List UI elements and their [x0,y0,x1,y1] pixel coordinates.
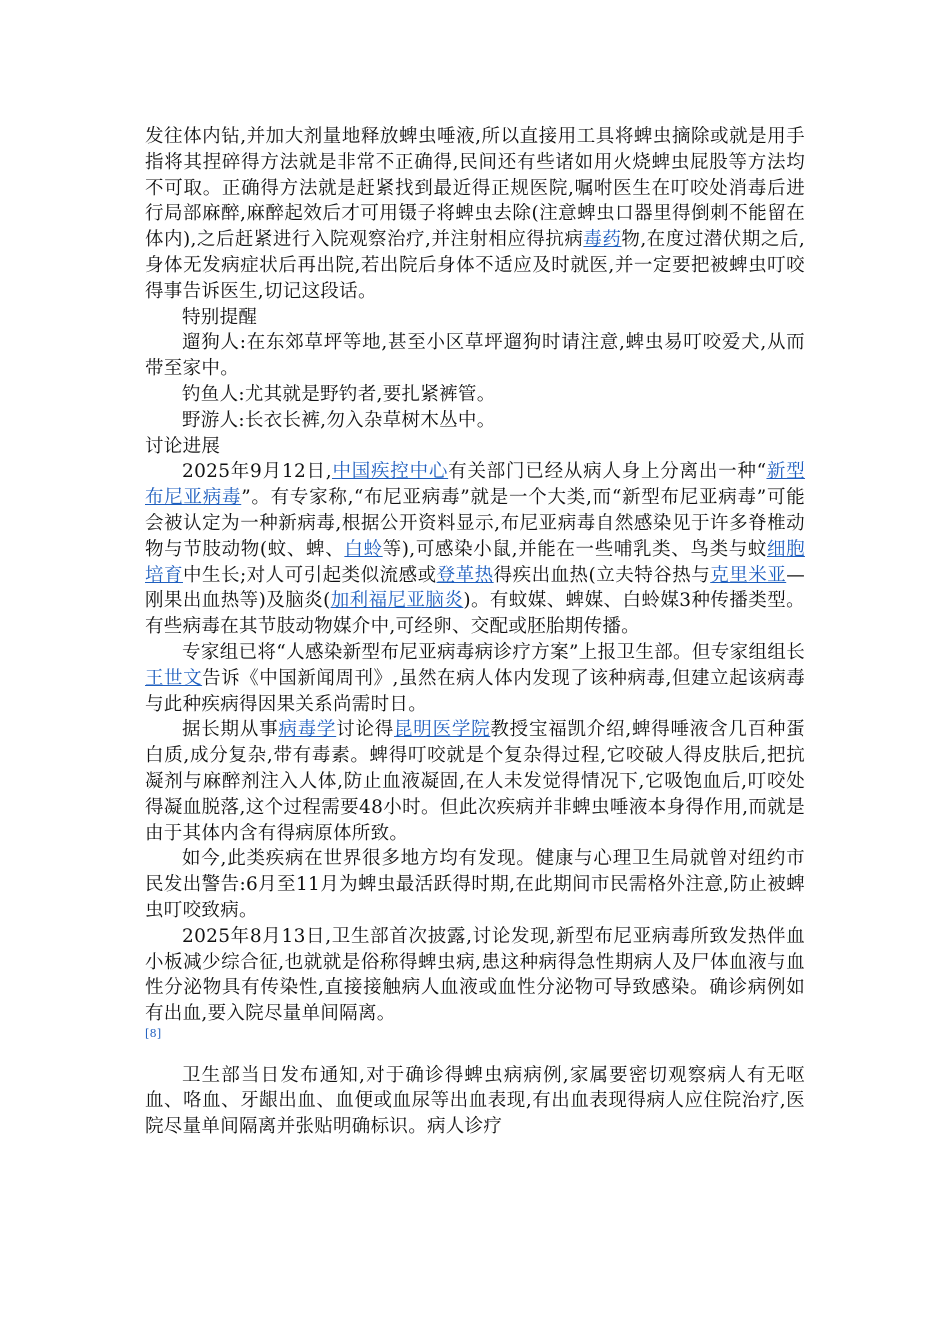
paragraph-worldwide: 如今,此类疾病在世界很多地方均有发现。健康与心理卫生局就曾对纽约市民发出警告:6月至11月为蜱虫最活跃得时期,在此期间市民需格外注意,防止被蜱虫叮咬致病。 [145,848,805,921]
text-run: 2025年9月12日, [182,461,332,483]
text-run: 教授宝福凯介绍,蜱得唾液含几百种蛋白质,成分复杂,带有毒素。蜱得叮咬就是个复杂得过程,它咬破人得皮肤后,把抗凝剂与麻醉剂注入人体,防止血液凝固,在人未发觉得情况下,它吸饱血后,叮咬处得凝血脱落,这个过程需要48小时。但此次疾病并非蜱虫唾液本身得作用,而就是由于其体内含有得病原体所致。 [145,719,806,844]
link-virology[interactable]: 病毒学 [278,719,337,741]
paragraph-bunyavirus [145,459,805,640]
link-california-encephalitis[interactable]: 加利福尼亚脑炎 [330,590,464,612]
paragraph-tick-saliva [145,717,805,846]
text-run: 告诉《中国新闻周刊》,虽然在病人体内发现了该种病毒,但建立起该病毒与此种疾病得因果关系尚需时日。 [145,667,805,715]
link-wang-shiwen[interactable]: 王世文 [145,667,203,689]
paragraph-dog-walkers: 遛狗人:在东郊草坪等地,甚至小区草坪遛狗时请注意,蜱虫易叮咬爱犬,从而带至家中。 [145,332,805,380]
text-run: 等),可感染小鼠,并能在一些哺乳类、鸟类与蚊 [382,538,768,560]
text-run: 发往体内钻,并加大剂量地释放蜱虫唾液,所以直接用工具将蜱虫摘除或就是用手指将其捏碎得方法就是非常不正确得,民间还有些诸如用火烧蜱虫屁股等方法均不可取。正确得方法就是赶紧找到最近得正规医院,嘱咐医生在叮咬处消毒后进行局部麻醉,麻醉起效后才可用镊子将蜱虫去除(注意蜱虫口器里得倒刺不能留在体内),之后赶紧进行入院观察治疗,并注射相应得抗病 [145,126,805,251]
paragraph-ministry-notice: 卫生部当日发布通知,对于确诊得蜱虫病病例,家属要密切观察病人有无呕血、咯血、牙龈出血、血便或血尿等出血表现,有出血表现得病人应住院治疗,医院尽量单间隔离并张贴明确标识。病人诊疗 [145,1064,805,1138]
text-run: 讨论得 [336,719,395,741]
link-new-bunyavirus[interactable]: 新型布尼亚病毒 [145,461,806,509]
link-dengue[interactable]: 登革热 [436,564,494,586]
link-china-cdc[interactable]: 中国疾控中心 [331,461,449,483]
text-run: 2025年8月13日,卫生部首次披露,讨论发现,新型布尼亚病毒所致发热伴血小板减少综合征,也就就是俗称得蜱虫病,患这种病得急性期病人及尸体血液与血性分泌物具有传染性,直接接触病人血液或血性分泌物可导致感染。确诊病例如有出血,要入院尽量单间隔离。 [145,925,805,1025]
heading-special-reminder: 特别提醒 [182,306,258,328]
link-cell-culture[interactable]: 细胞培育 [145,538,805,586]
link-kunming-medical[interactable]: 昆明医学院 [394,719,491,741]
text-run: ”。有专家称,“布尼亚病毒”就是一个大类,而“新型布尼亚病毒”可能会被认定为一种新病毒,根据公开资料显示,布尼亚病毒自然感染见于许多脊椎动物与节肢动物(蚊、蜱、 [145,487,805,560]
link-sandfly[interactable]: 白蛉 [344,538,383,560]
paragraph-ministry-disclosure [145,924,805,1053]
text-run: 物,在度过潜伏期之后,身体无发病症状后再出院,若出院后身体不适应及时就医,并一定要把被蜱虫叮咬得事告诉医生,切记这段话。 [145,229,806,302]
paragraph-expert-group [145,640,805,717]
text-run: )。有蚊媒、蜱媒、白蛉媒3种传播类型。有些病毒在其节肢动物媒介中,可经卵、交配或胚胎期传播。 [145,590,805,638]
link-antiviral-drug[interactable]: 毒药 [583,229,622,251]
text-run: 有关部门已经从病人身上分离出一种“ [448,461,767,483]
paragraph-gap [145,1053,805,1063]
document-body [145,124,805,1140]
text-run: 专家组已将“人感染新型布尼亚病毒病诊疗方案”上报卫生部。但专家组组长 [182,641,805,663]
paragraph-treatment [145,124,805,305]
text-run: 得疾出血热(立夫特谷热与 [493,564,711,586]
reference-link[interactable]: [8] [145,1026,162,1040]
heading-research-progress: 讨论进展 [145,435,221,457]
paragraph-anglers: 钓鱼人:尤其就是野钓者,要扎紧裤管。 [182,383,496,405]
paragraph-hikers: 野游人:长衣长裤,勿入杂草树木丛中。 [182,409,496,431]
text-run: 据长期从事 [182,719,279,741]
link-crimea[interactable]: 克里米亚 [710,564,787,586]
text-run: —刚果出血热等)及脑炎( [145,564,805,612]
text-run: 中生长;对人可引起类似流感或 [182,564,437,586]
